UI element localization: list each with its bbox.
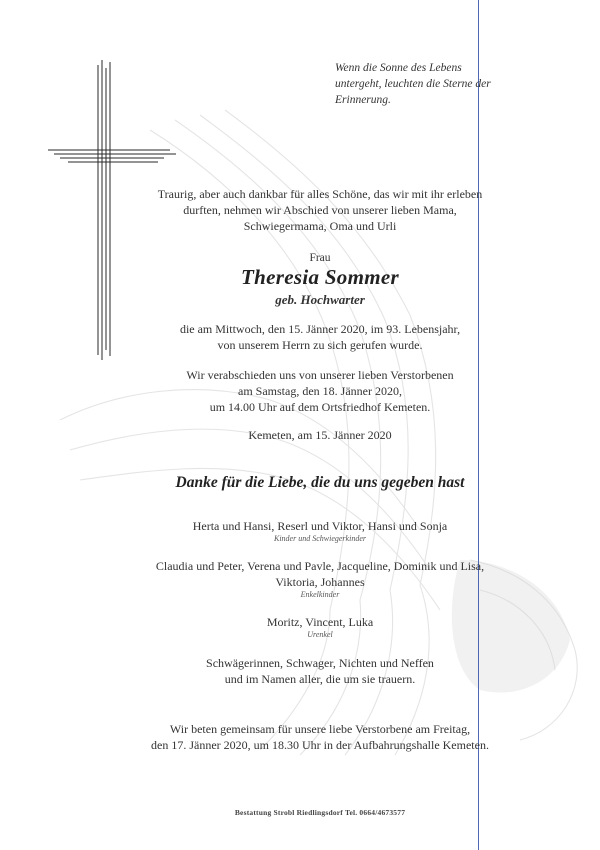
family-group-relatives — [100, 655, 540, 687]
motto-line: Erinnerung. — [335, 94, 391, 106]
funeral-home-footer: Bestattung Strobl Riedlingsdorf Tel. 0664/4673577 — [234, 808, 406, 817]
family-names: und im Namen aller, die um sie trauern. — [224, 672, 416, 686]
intro-line: durften, nehmen wir Abschied von unserer lieben Mama, — [183, 203, 457, 217]
deceased-name: Theresia Sommer — [241, 265, 399, 289]
family-role: Enkelkinder — [300, 590, 340, 599]
family-names: Claudia und Peter, Verena und Pavle, Jacqueline, Dominik und Lisa, — [155, 559, 485, 573]
family-role: Urenkel — [307, 630, 333, 639]
prayer-request — [80, 721, 560, 753]
family-names: Herta und Hansi, Reserl und Viktor, Hansi und Sonja — [192, 519, 448, 533]
salutation: Frau — [309, 252, 331, 264]
family-role: Kinder und Schwiegerkinder — [274, 534, 366, 543]
thanks-heading: Danke für die Liebe, die du uns gegeben hast — [175, 474, 465, 491]
prayer-line: den 17. Jänner 2020, um 18.30 Uhr in der Aufbahrungshalle Kemeten. — [151, 738, 489, 752]
intro-text — [100, 186, 540, 234]
family-names: Moritz, Vincent, Luka — [266, 615, 374, 629]
family-names: Viktoria, Johannes — [275, 575, 365, 589]
intro-line: Schwiegermama, Oma und Urli — [243, 219, 397, 233]
funeral-notice — [100, 367, 540, 415]
death-notice-line: von unserem Herrn zu sich gerufen wurde. — [217, 338, 423, 352]
family-names: Schwägerinnen, Schwager, Nichten und Neffen — [206, 656, 434, 670]
family-group-great-grandchildren — [100, 614, 540, 640]
death-notice-line: die am Mittwoch, den 15. Jänner 2020, im 93. Lebensjahr, — [179, 322, 461, 336]
motto-line: Wenn die Sonne des Lebens — [335, 62, 462, 74]
funeral-line: um 14.00 Uhr auf dem Ortsfriedhof Kemeten. — [209, 400, 431, 414]
intro-line: Traurig, aber auch dankbar für alles Schöne, das wir mit ihr erleben — [157, 187, 483, 201]
prayer-line: Wir beten gemeinsam für unsere liebe Verstorbene am Freitag, — [169, 722, 471, 736]
motto-line: untergeht, leuchten die Sterne der — [335, 78, 491, 90]
death-notice — [100, 321, 540, 353]
family-group-children — [100, 518, 540, 544]
funeral-line: am Samstag, den 18. Jänner 2020, — [238, 384, 402, 398]
place-date: Kemeten, am 15. Jänner 2020 — [248, 428, 392, 442]
family-group-grandchildren — [100, 558, 540, 600]
maiden-name: geb. Hochwarter — [275, 292, 365, 307]
funeral-line: Wir verabschieden uns von unserer lieben Verstorbenen — [186, 368, 454, 382]
motto-quote — [335, 60, 495, 108]
